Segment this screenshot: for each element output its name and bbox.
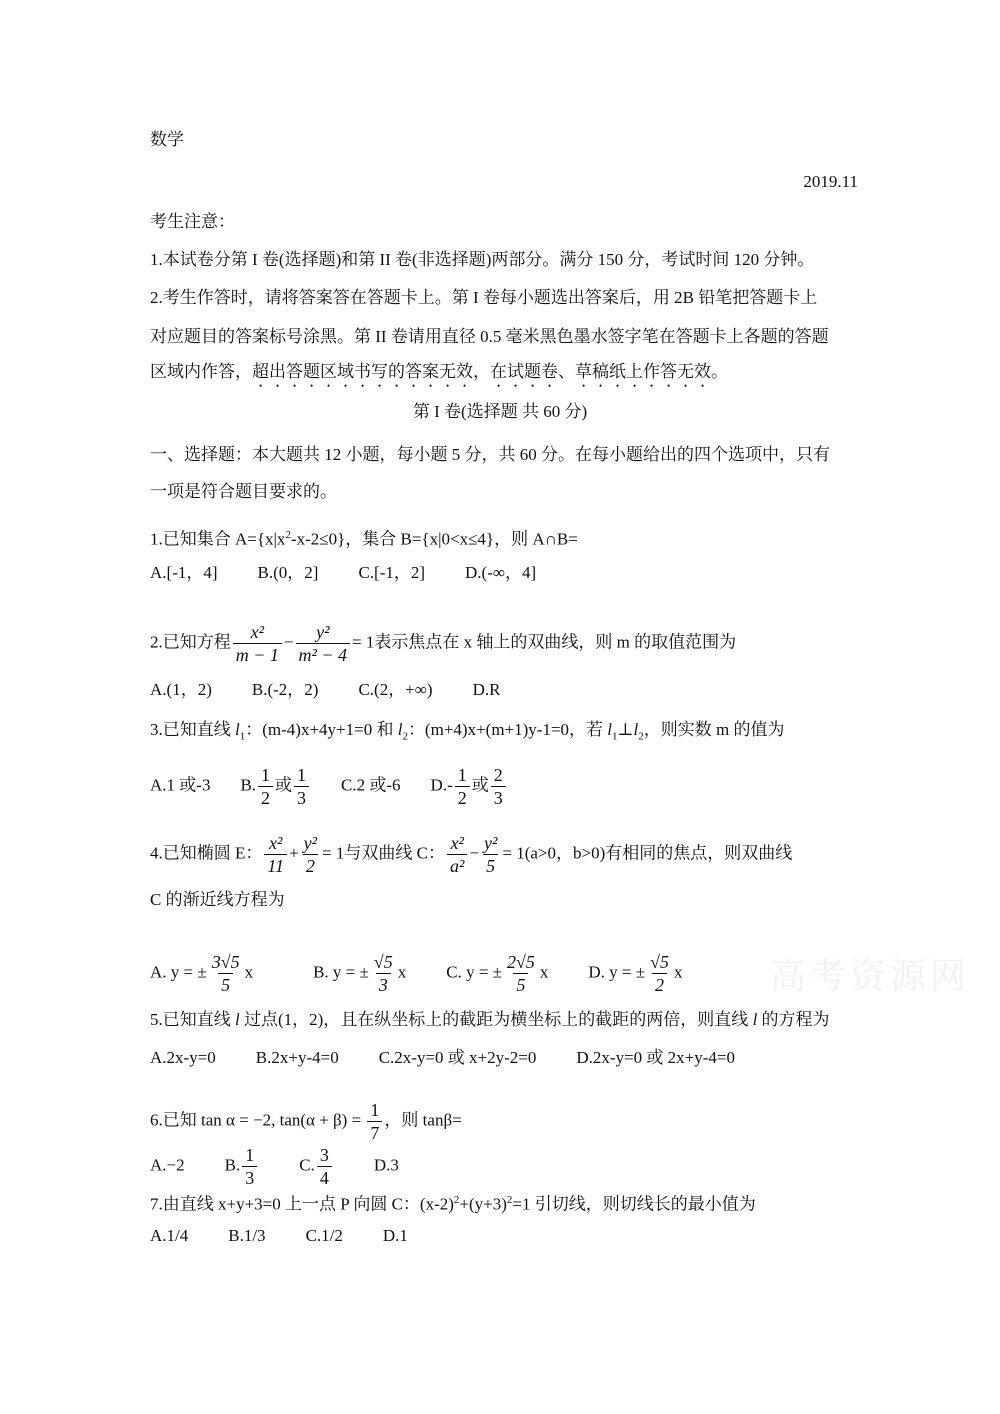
fraction [294, 765, 309, 808]
text: B.(-2，2) [251, 680, 319, 699]
text: = 1(a>0，b>0)有相同的焦点，则双曲线 [502, 843, 793, 863]
subject-title: 数学 [150, 130, 184, 149]
numerator: 3 [319, 1145, 329, 1165]
text: A.−2 [150, 1155, 185, 1175]
text: C.[-1，2] [358, 563, 426, 582]
text: C 的渐近线方程为 [150, 890, 285, 909]
subscript: 2 [638, 730, 644, 743]
numerator: √5 [373, 952, 393, 972]
question-line [150, 1048, 735, 1068]
text: 1.已知集合 A={x|x [150, 529, 286, 549]
text: A.[-1，4] [150, 563, 218, 582]
denominator: 11 [264, 854, 287, 876]
text: 4.已知椭圆 E： [150, 843, 263, 863]
numerator: y² [316, 622, 330, 642]
section-title: 第 I 卷(选择题 共 60 分) [412, 402, 588, 421]
notice-text: 区域内作答， [150, 362, 252, 381]
question-line [150, 1145, 399, 1188]
text: B.(0，2] [257, 563, 319, 582]
text: D.R [472, 680, 501, 699]
denominator: 7 [367, 1121, 382, 1143]
subscript: 1 [612, 730, 618, 743]
subscript: 1 [239, 730, 246, 743]
denominator: m − 1 [233, 643, 282, 665]
numerator: x² [250, 622, 265, 642]
numerator: 1 [245, 1145, 255, 1165]
text: A.(1，2) [150, 680, 212, 699]
numerator: x² [269, 833, 283, 853]
subscript: 2 [402, 730, 408, 743]
denominator: 3 [294, 786, 309, 808]
denominator: 2 [303, 854, 318, 876]
text: D.(-∞，4] [465, 563, 537, 582]
text: C.1/2 [305, 1226, 343, 1245]
italic-symbol: l [607, 720, 613, 739]
fraction [481, 833, 500, 876]
text: 或 [471, 775, 489, 795]
text: ：(m-4)x+4y+1=0 和 [245, 720, 398, 739]
notice-end: 。 [711, 362, 728, 381]
fraction [447, 833, 467, 876]
denominator: 3 [376, 973, 391, 995]
question-line [150, 720, 785, 746]
italic-symbol: l [633, 720, 639, 739]
text: C.2x-y=0 或 x+2y-2=0 [378, 1048, 537, 1067]
text: +(y+3) [459, 1194, 507, 1214]
italic-symbol: l [235, 720, 240, 739]
superscript: 2 [453, 1194, 460, 1206]
text: = 1表示焦点在 x 轴上的双曲线，则 m 的取值范围为 [352, 632, 737, 652]
text: 或 [275, 775, 293, 795]
text: B. [224, 1155, 241, 1175]
fraction [455, 765, 470, 808]
denominator: 3 [491, 786, 506, 808]
text: x [244, 962, 254, 982]
numerator: √5 [650, 952, 669, 972]
text: A.2x-y=0 [150, 1048, 216, 1067]
text: 7.由直线 x+y+3=0 上一点 P 向圆 C：(x-2) [150, 1194, 454, 1214]
text: D.1 [382, 1226, 408, 1245]
text: C.2 或-6 [341, 775, 401, 795]
text: A.1/4 [150, 1226, 189, 1245]
denominator: 3 [242, 1166, 257, 1188]
denominator: a² [447, 854, 467, 876]
text: -x-2≤0}，集合 B={x|0<x≤4}，则 A∩B= [290, 529, 578, 549]
text: x [674, 962, 683, 982]
text: 6.已知 tan α = −2, tan(α + β) = [150, 1110, 366, 1130]
question-line [150, 890, 285, 910]
section-intro-line-2: 一项是符合题目要求的。 [150, 482, 337, 501]
fraction [296, 622, 351, 665]
question-line [150, 952, 683, 995]
text: x [397, 962, 407, 982]
text: B.1/3 [228, 1226, 266, 1245]
watermark: 高考资源网 [770, 956, 971, 997]
text: D. y = ± [588, 962, 646, 982]
text: D.- [430, 775, 453, 795]
denominator: 2 [652, 973, 667, 995]
fraction [209, 952, 243, 995]
notice-item-1: 1.本试卷分第 I 卷(选择题)和第 II 卷(非选择题)两部分。满分 150 分，考试时间 120 分钟。 [150, 250, 815, 269]
denominator: 5 [483, 854, 498, 876]
question-line [150, 1226, 408, 1246]
text: x [539, 962, 549, 982]
text: 的方程为 [757, 1010, 830, 1029]
numerator: 1 [261, 765, 271, 785]
exam-date: 2019.11 [803, 172, 858, 191]
text: B. y = ± [313, 962, 369, 982]
fraction [242, 1145, 257, 1188]
question-line [150, 622, 736, 665]
text: 5.已知直线 [150, 1010, 235, 1029]
denominator: 5 [513, 973, 528, 995]
text: ，则实数 m 的值为 [643, 720, 785, 739]
text: − [283, 632, 294, 652]
fraction [264, 833, 287, 876]
numerator: 1 [457, 765, 467, 785]
notice-title: 考生注意： [150, 212, 235, 231]
text: D.3 [373, 1155, 399, 1175]
numerator: 2 [493, 765, 503, 785]
superscript: 2 [285, 529, 291, 541]
text: ，则 tanβ= [384, 1110, 462, 1130]
text: ：(m+4)x+(m+1)y-1=0，若 [407, 720, 608, 739]
denominator: 5 [218, 973, 233, 995]
text: C.(2，+∞) [358, 680, 433, 699]
emphasized-notice: 超出答题区域书写的答案无效，在试题卷、草稿纸上作答无效 [252, 362, 711, 381]
text: A. y = ± [150, 962, 207, 982]
fraction [317, 1145, 332, 1188]
text: 3.已知直线 [150, 720, 235, 739]
numerator: x² [450, 833, 464, 853]
denominator: m² − 4 [296, 643, 351, 665]
fraction [258, 765, 273, 808]
text: 过点(1，2)，且在纵坐标上的截距为横坐标上的截距的两倍，则直线 [239, 1010, 753, 1029]
text: D.2x-y=0 或 2x+y-4=0 [576, 1048, 736, 1067]
question-line [150, 1100, 462, 1143]
text: 2.已知方程 [150, 632, 231, 652]
italic-symbol: l [752, 1010, 758, 1029]
text: B.2x+y-4=0 [255, 1048, 339, 1067]
denominator: 2 [258, 786, 273, 808]
denominator: 2 [455, 786, 470, 808]
notice-item-2-line-3 [150, 362, 728, 391]
question-line [150, 765, 508, 808]
notice-item-2-line-1: 2.考生作答时，请将答案答在答题卡上。第 I 卷每小题选出答案后，用 2B 铅笔把答题卡上 [150, 288, 818, 307]
text: C. y = ± [446, 962, 503, 982]
numerator: 2√5 [507, 952, 535, 972]
superscript: 2 [506, 1194, 513, 1206]
italic-symbol: l [235, 1010, 240, 1029]
fraction [491, 765, 506, 808]
question-line [150, 563, 536, 583]
question-line [150, 1190, 756, 1215]
fraction [371, 952, 396, 995]
numerator: 3√5 [211, 952, 240, 972]
question-line [150, 525, 578, 550]
numerator: y² [483, 833, 498, 853]
fraction [647, 952, 672, 995]
question-line [150, 833, 792, 876]
text: + [289, 843, 299, 863]
numerator: 1 [297, 765, 307, 785]
numerator: 1 [370, 1100, 380, 1120]
text: =1 引切线，则切线长的最小值为 [512, 1194, 756, 1214]
fraction [367, 1100, 382, 1143]
text: − [469, 843, 479, 863]
numerator: y² [303, 833, 318, 853]
text: A.1 或-3 [150, 775, 211, 795]
text: = 1与双曲线 C： [322, 843, 445, 863]
denominator: 4 [317, 1166, 332, 1188]
fraction [301, 833, 320, 876]
fraction [504, 952, 538, 995]
text: C. [299, 1155, 315, 1175]
section-intro-line-1: 一、选择题：本大题共 12 小题，每小题 5 分，共 60 分。在每小题给出的四个选项中，只有 [150, 445, 830, 464]
text: ⊥ [617, 720, 634, 739]
question-line [150, 680, 500, 700]
italic-symbol: l [397, 720, 403, 739]
question-line [150, 1010, 830, 1030]
fraction [233, 622, 282, 665]
notice-item-2-line-2: 对应题目的答案标号涂黑。第 II 卷请用直径 0.5 毫米黑色墨水签字笔在答题卡上各题的答题 [150, 327, 829, 346]
text: B. [240, 775, 257, 795]
